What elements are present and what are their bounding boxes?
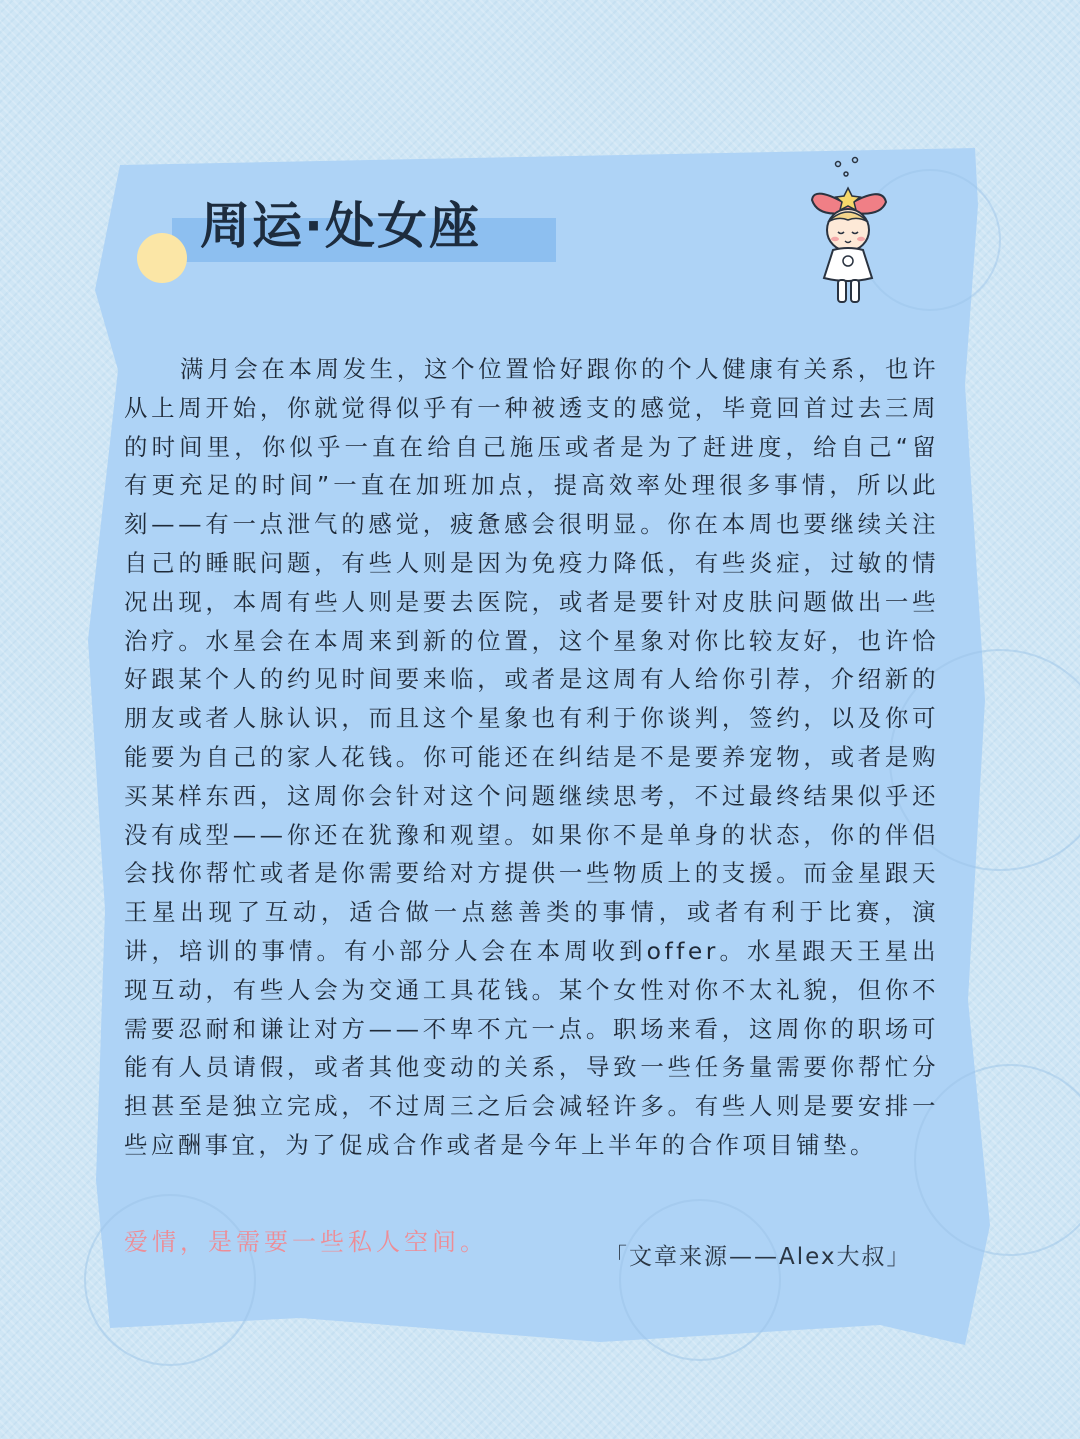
article-source: 「文章来源——Alex大叔」 bbox=[604, 1244, 912, 1270]
virgo-girl-mascot-icon bbox=[800, 150, 900, 315]
circle-dot-icon bbox=[137, 233, 187, 283]
article-body: 满月会在本周发生，这个位置恰好跟你的个人健康有关系，也许从上周开始，你就觉得似乎有一种被透支的感觉，毕竟回首过去三周的时间里，你似乎一直在给自己施压或者是为了赶进度，给自己“留有更充足的时间”一直在加班加点，提高效率处理很多事情，所以此刻——有一点泄气的感觉，疲惫感会很明显。你在本周也要继续关注自己的睡眠问题，有些人则是因为免疫力降低，有些炎症，过敏的情况出现，本周有些人则是要去医院，或者是要针对皮肤问题做出一些治疗。水星会在本周来到新的位置，这个星象对你比较友好，也许恰好跟某个人的约见时间要来临，或者是这周有人给你引荐，介绍新的朋友或者人脉认识，而且这个星象也有利于你谈判，签约，以及你可能要为自己的家人花钱。你可能还在纠结是不是要养宠物，或者是购买某样东西，这周你会针对这个问题继续思考，不过最终结果似乎还没有成型——你还在犹豫和观望。如果你不是单身的状态，你的伴侣会找你帮忙或者是你需要给对方提供一些物质上的支援。而金星跟天王星出现了互动，适合做一点慈善类的事情，或者有利于比赛，演讲，培训的事情。有小部分人会在本周收到offer。水星跟天王星出现互动，有些人会为交通工具花钱。某个女性对你不太礼貌，但你不需要忍耐和谦让对方——不卑不亢一点。职场来看，这周你的职场可能有人员请假，或者其他变动的关系，导致一些任务量需要你帮忙分担甚至是独立完成，不过周三之后会减轻许多。有些人则是要安排一些应酬事宜，为了促成合作或者是今年上半年的合作项目铺垫。 bbox=[124, 355, 939, 1159]
love-note: 爱情，是需要一些私人空间。 bbox=[124, 1228, 488, 1256]
page-title: 周运·处女座 bbox=[200, 197, 481, 255]
